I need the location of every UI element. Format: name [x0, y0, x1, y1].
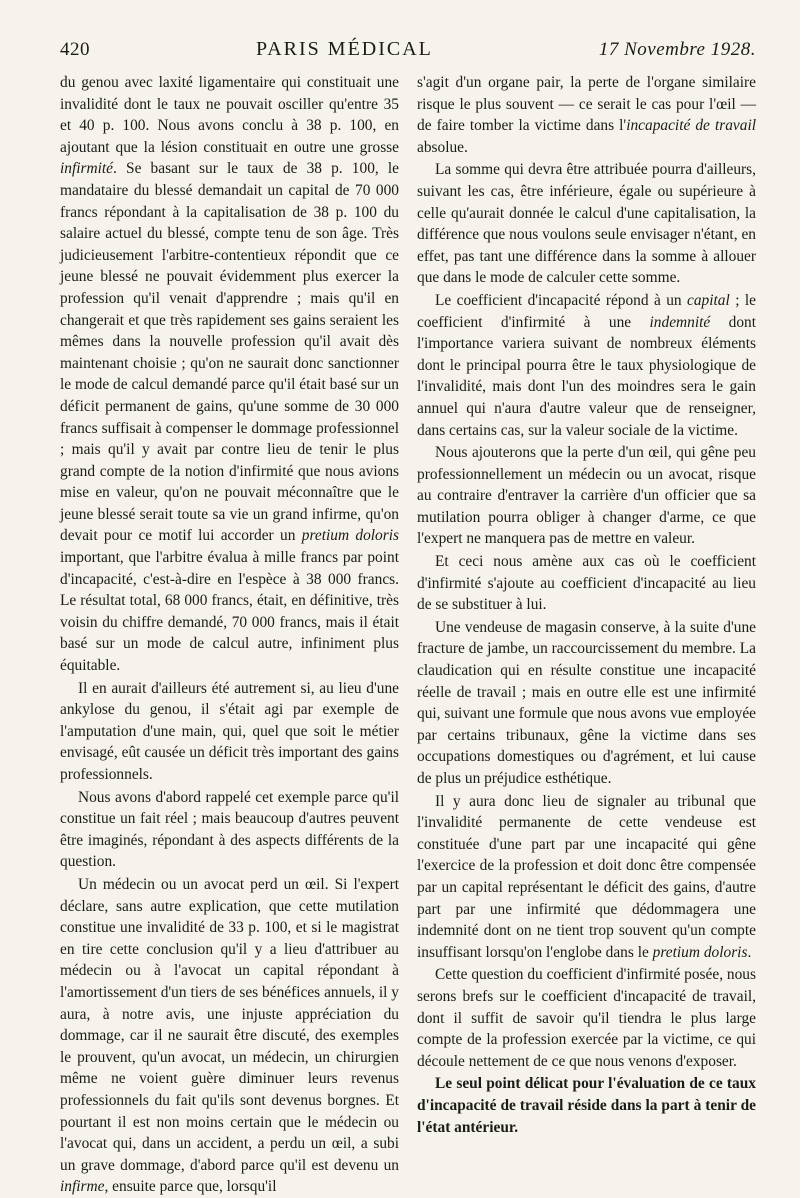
- paragraph: s'agit d'un organe pair, la perte de l'organe similaire risque le plus souvent — ce serait le cas pour l'œil — de faire tomber la victime dans l'incapacité de travail absolue.: [417, 74, 756, 156]
- issue-date: 17 Novembre 1928.: [598, 39, 756, 60]
- left-column: [60, 72, 399, 1198]
- page-number: 420: [60, 39, 90, 60]
- running-header: [60, 38, 756, 66]
- paragraph: Nous ajouterons que la perte d'un œil, qui gêne peu professionnellement un médecin ou un avocat, risque au contraire d'entraver la carrière d'un officier que sa mutilation pourra obliger à changer d'arme, ce que l'expert ne manquera pas de mettre en valeur.: [417, 444, 756, 548]
- paragraph: La somme qui devra être attribuée pourra d'ailleurs, suivant les cas, être inférieure, égale ou supérieure à celle qu'aurait donnée le calcul d'une capitalisation, la différence que nous voulons seule envisager n'étant, en effet, pas tant une différence dans la somme à allouer que dans le mode de calculer cette somme.: [417, 161, 756, 287]
- paragraph: Le coefficient d'incapacité répond à un capital ; le coefficient d'infirmité à une indemnité dont l'importance variera suivant de nombreux éléments dont le principal pourra être le taux physiologique de l'invalidité, mais dont l'un des moindres sera le gain annuel qui n'aura d'autre valeur que de renseigner, dans certains cas, sur la valeur sociale de la victime.: [417, 291, 757, 439]
- paragraph: Nous avons d'abord rappelé cet exemple parce qu'il constitue un fait réel ; mais beaucoup d'autres peuvent être imaginés, répondant à des aspects différents de la question.: [60, 788, 399, 871]
- paragraph: Une vendeuse de magasin conserve, à la suite d'une fracture de jambe, un raccourcissement du membre. La claudication qui en résulte constitue une incapacité réelle de travail ; mais en outre elle est une infirmité qui, suivant une formule que nous avons vue employée par certains tribunaux, gêne la victime dans ses occupations domestiques ou d'agrément, et lui cause de plus un préjudice esthétique.: [417, 618, 756, 787]
- paragraph: Il y aura donc lieu de signaler au tribunal que l'invalidité permanente de cette vendeuse est constituée d'une part par une incapacité qui gêne l'exercice de la profession et doit donc être compensée par un capital représentant le déficit des gains, d'autre part par une infirmité que dédommagera une indemnité dont on ne tient trop souvent qu'un compte insuffisant lorsqu'on l'englobe dans le pretium doloris.: [417, 792, 756, 961]
- journal-title: PARIS MÉDICAL: [255, 38, 433, 60]
- body-columns: [60, 72, 756, 1198]
- paragraph: Il en aurait d'ailleurs été autrement si, au lieu d'une ankylose du genou, il s'était agi par exemple de l'amputation d'une main, qui, quel que soit le métier envisagé, eût causée un déficit très important des gains professionnels.: [60, 679, 399, 783]
- paragraph: Un médecin ou un avocat perd un œil. Si l'expert déclare, sans autre explication, que cette mutilation constitue une invalidité de 33 p. 100, et si le magistrat en tire cette conclusion qu'il y a lieu d'attribuer au médecin ou à l'avocat un capital répondant à l'amortissement d'un tiers de ses bénéfices annuels, il y aura, à notre avis, une injuste appréciation du dommage, car il ne saurait être discuté, des exemples le prouvent, qu'un avocat, un médecin, un chirurgien même ne voient guère diminuer leurs revenus professionnels du fait qu'ils sont devenus borgnes. Et pourtant il est non moins certain que le médecin ou l'avocat qui, dans un accident, a perdu un œil, a subi un grave dommage, d'abord parce qu'il est devenu un infirme, ensuite parce que, lorsqu'il: [60, 875, 399, 1196]
- paragraph: du genou avec laxité ligamentaire qui constituait une invalidité dont le taux ne pouvait osciller qu'entre 35 et 40 p. 100. Nous avons conclu à 38 p. 100, en ajoutant que la lésion constituait en outre une grosse infirmité. Se basant sur le taux de 38 p. 100, le mandataire du blessé demandait un capital de 70 000 francs répondant à la capitalisation de 38 p. 100 du salaire actuel du blessé, compte tenu de son âge. Très judicieusement l'arbitre-contentieux répondit que ce jeune blessé ne pouvait évidemment plus exercer la profession qu'il venait d'apprendre ; mais qu'il en changerait et que très rapidement ses gains seraient les mêmes dans la nouvelle profession qu'il avait dès maintenant choisie ; qu'on ne saurait donc sanctionner le mode de calcul demandé parce qu'il était basé sur un déficit permanent de gains, qu'une somme de 30 000 francs suffisait à compenser le dommage professionnel ; mais qu'il y avait par contre lieu de tenir le plus grand compte de la notion d'infirmité que nous avions mise en valeur, qu'on ne pouvait méconnaître que le jeune blessé serait toute sa vie un grand infirme, qu'on devait pour ce motif lui accorder un pretium doloris important, que l'arbitre évalua à mille francs par point d'incapacité, c'est-à-dire en l'espèce à 38 000 francs. Le résultat total, 68 000 francs, était, en définitive, très voisin du chiffre demandé, 70 000 francs, mais il était basé sur un mode de calcul autre, infiniment plus équitable.: [60, 74, 400, 675]
- right-column: [417, 72, 756, 1198]
- paragraph: Le seul point délicat pour l'évaluation de ce taux d'incapacité de travail réside dans la part à tenir de l'état antérieur.: [417, 1075, 756, 1136]
- paragraph: Et ceci nous amène aux cas où le coefficient d'infirmité s'ajoute au coefficient d'incapacité au lieu de se substituer à lui.: [417, 553, 756, 614]
- paragraph: Cette question du coefficient d'infirmité posée, nous serons brefs sur le coefficient d'incapacité de travail, dont il suffit de savoir qu'il tiendra le plus large compte de la profession exercée par la victime, ce qui découle nettement de ce que nous venons d'exposer.: [417, 966, 756, 1070]
